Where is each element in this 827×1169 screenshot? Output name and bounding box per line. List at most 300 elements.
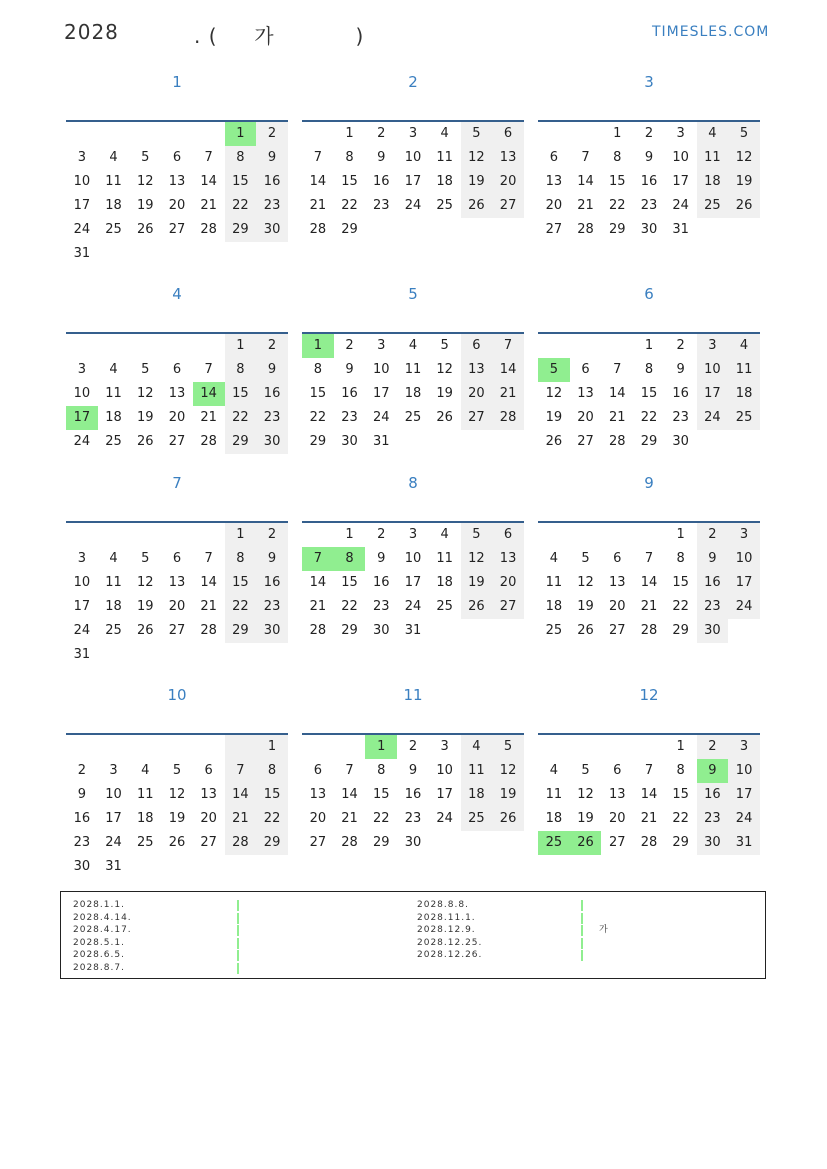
- day-cell: 7: [644, 551, 654, 566]
- day-cell: 17: [404, 575, 422, 590]
- day-cell: 30: [697, 831, 729, 855]
- day-cell: 5: [141, 551, 150, 566]
- day-cell-holiday: 8: [334, 547, 366, 571]
- day-cell: 19: [436, 386, 453, 401]
- day-cell: 29: [640, 434, 658, 449]
- empty-cell: [98, 122, 130, 146]
- calendar-year: 2028: [64, 20, 119, 44]
- day-cell: 23: [256, 406, 288, 430]
- day-cell-holiday: 25: [538, 831, 570, 855]
- empty-cell: [601, 334, 633, 358]
- day-cell: 26: [492, 807, 524, 831]
- day-cell: 2: [377, 527, 386, 542]
- empty-cell: [98, 523, 130, 547]
- day-cell-holiday: 9: [697, 759, 729, 783]
- holiday-date: 2028.5.1.: [73, 937, 125, 948]
- day-cell: 25: [436, 599, 453, 614]
- day-cell: 29: [256, 831, 288, 855]
- day-cell: 1: [345, 126, 354, 141]
- day-cell: 22: [640, 410, 658, 425]
- day-cell: 28: [640, 835, 658, 850]
- day-cell: 18: [436, 575, 453, 590]
- day-cell: 24: [728, 595, 760, 619]
- day-cell: 12: [492, 759, 524, 783]
- day-cell: 26: [168, 835, 186, 850]
- day-cell: 10: [672, 150, 689, 165]
- day-cell: 14: [608, 386, 626, 401]
- day-cell: 8: [313, 362, 322, 377]
- day-cell: 27: [492, 595, 524, 619]
- day-cell: 17: [728, 783, 760, 807]
- day-cell: 5: [581, 551, 590, 566]
- empty-cell: [225, 735, 257, 759]
- month-grid: [302, 733, 524, 855]
- month-title: 1: [172, 73, 182, 91]
- day-cell: 9: [256, 146, 288, 170]
- month-title: 4: [172, 285, 182, 303]
- day-cell: 6: [549, 150, 558, 165]
- day-cell: 17: [728, 571, 760, 595]
- day-cell: 18: [105, 410, 122, 425]
- day-cell: 30: [372, 623, 390, 638]
- day-cell: 10: [73, 575, 91, 590]
- day-cell: 28: [200, 623, 217, 638]
- day-cell: 15: [341, 575, 358, 590]
- day-cell: 27: [577, 434, 594, 449]
- day-cell: 14: [200, 174, 217, 189]
- day-cell: 2: [345, 338, 354, 353]
- day-cell: 23: [640, 198, 658, 213]
- day-cell: 27: [461, 406, 493, 430]
- day-cell: 2: [377, 126, 386, 141]
- day-cell-holiday: 14: [193, 382, 225, 406]
- day-cell: 29: [225, 218, 257, 242]
- month-11: [302, 685, 524, 850]
- day-cell: 3: [77, 150, 86, 165]
- day-cell: 10: [697, 358, 729, 382]
- day-cell: 15: [341, 174, 358, 189]
- day-cell: 4: [549, 763, 558, 778]
- holiday-date: 2028.8.7.: [73, 962, 125, 973]
- day-cell: 28: [492, 406, 524, 430]
- day-cell-holiday: 1: [225, 122, 257, 146]
- day-cell: 4: [549, 551, 558, 566]
- day-cell: 28: [200, 222, 217, 237]
- month-grid: [538, 120, 760, 242]
- day-cell: 28: [309, 623, 327, 638]
- day-cell: 26: [545, 434, 563, 449]
- day-cell: 5: [461, 523, 493, 547]
- month-grid: [302, 521, 524, 643]
- day-cell: 18: [545, 811, 563, 826]
- day-cell: 19: [136, 599, 154, 614]
- holiday-date: 2028.4.17.: [73, 925, 132, 935]
- day-cell: 1: [225, 523, 257, 547]
- day-cell: 19: [577, 599, 594, 614]
- day-cell-holiday: 1: [302, 334, 334, 358]
- day-cell: 31: [672, 222, 689, 237]
- day-cell: 18: [105, 599, 122, 614]
- holiday-date: 2028.11.1.: [417, 912, 476, 923]
- day-cell: 1: [676, 739, 685, 754]
- day-cell: 20: [168, 599, 186, 614]
- empty-cell: [538, 523, 570, 547]
- day-cell: 10: [728, 759, 760, 783]
- day-cell: 15: [640, 386, 658, 401]
- day-cell: 24: [404, 599, 422, 614]
- day-cell: 13: [168, 174, 186, 189]
- day-cell: 18: [404, 386, 422, 401]
- empty-cell: [538, 735, 570, 759]
- day-cell: 19: [728, 170, 760, 194]
- day-cell: 6: [492, 523, 524, 547]
- month-12: [538, 685, 760, 850]
- holiday-name: 가: [599, 925, 609, 935]
- holiday-marker: [581, 950, 583, 961]
- site-logo[interactable]: TIMESLES.COM: [652, 24, 770, 40]
- month-title: 7: [172, 474, 182, 492]
- day-cell: 3: [697, 334, 729, 358]
- day-cell: 12: [136, 174, 154, 189]
- day-cell: 3: [676, 126, 685, 141]
- day-cell: 28: [640, 623, 658, 638]
- day-cell: 28: [608, 434, 626, 449]
- day-cell: 2: [676, 338, 685, 353]
- day-cell: 6: [172, 362, 182, 377]
- day-cell: 23: [404, 811, 422, 826]
- month-2: [302, 72, 524, 237]
- empty-cell: [161, 735, 193, 759]
- month-5: [302, 284, 524, 449]
- day-cell: 19: [461, 571, 493, 595]
- day-cell: 16: [341, 386, 358, 401]
- day-cell: 7: [204, 362, 213, 377]
- day-cell: 6: [172, 150, 182, 165]
- day-cell: 30: [697, 619, 729, 643]
- day-cell: 23: [697, 595, 729, 619]
- day-cell: 2: [77, 763, 86, 778]
- holiday-marker: [581, 925, 583, 936]
- day-cell: 14: [577, 174, 594, 189]
- day-cell: 30: [256, 619, 288, 643]
- day-cell: 10: [728, 547, 760, 571]
- day-cell: 26: [136, 623, 154, 638]
- day-cell: 31: [372, 434, 390, 449]
- day-cell: 5: [172, 763, 182, 778]
- month-6: [538, 284, 760, 449]
- day-cell: 19: [461, 170, 493, 194]
- day-cell: 2: [256, 523, 288, 547]
- empty-cell: [161, 334, 193, 358]
- day-cell-holiday: 5: [538, 358, 570, 382]
- day-cell: 6: [461, 334, 493, 358]
- empty-cell: [161, 122, 193, 146]
- empty-cell: [193, 334, 225, 358]
- day-cell: 13: [168, 386, 186, 401]
- holiday-date: 2028.4.14.: [73, 912, 132, 923]
- day-cell: 12: [136, 386, 154, 401]
- day-cell: 16: [73, 811, 91, 826]
- day-cell: 16: [256, 571, 288, 595]
- day-cell: 9: [644, 150, 654, 165]
- day-cell: 25: [136, 835, 154, 850]
- day-cell: 5: [728, 122, 760, 146]
- day-cell: 23: [372, 599, 390, 614]
- day-cell: 12: [168, 787, 186, 802]
- empty-cell: [538, 334, 570, 358]
- day-cell: 14: [640, 575, 658, 590]
- day-cell: 13: [545, 174, 563, 189]
- day-cell-holiday: 7: [302, 547, 334, 571]
- day-cell: 11: [461, 759, 493, 783]
- day-cell: 31: [728, 831, 760, 855]
- day-cell: 27: [168, 623, 186, 638]
- day-cell: 11: [545, 787, 563, 802]
- day-cell: 9: [377, 551, 386, 566]
- day-cell: 3: [109, 763, 118, 778]
- day-cell: 26: [728, 194, 760, 218]
- month-grid: [66, 733, 288, 879]
- day-cell: 3: [728, 523, 760, 547]
- day-cell: 13: [309, 787, 327, 802]
- empty-cell: [193, 122, 225, 146]
- empty-cell: [161, 523, 193, 547]
- day-cell: 21: [577, 198, 594, 213]
- empty-cell: [302, 523, 334, 547]
- day-cell: 4: [109, 551, 118, 566]
- holiday-date: 2028.1.1.: [73, 900, 125, 910]
- day-cell-holiday: 26: [570, 831, 602, 855]
- day-cell: 24: [105, 835, 122, 850]
- day-cell: 9: [697, 547, 729, 571]
- day-cell: 12: [728, 146, 760, 170]
- day-cell: 14: [309, 575, 327, 590]
- day-cell: 30: [256, 218, 288, 242]
- holiday-marker: [581, 913, 583, 924]
- month-title: 6: [644, 285, 654, 303]
- day-cell: 12: [461, 146, 493, 170]
- day-cell: 3: [440, 739, 449, 754]
- empty-cell: [66, 735, 98, 759]
- day-cell: 4: [440, 527, 449, 542]
- day-cell: 4: [141, 763, 150, 778]
- day-cell: 12: [545, 386, 563, 401]
- day-cell: 5: [141, 150, 150, 165]
- day-cell: 3: [408, 527, 418, 542]
- day-cell: 27: [168, 434, 186, 449]
- holiday-marker: [581, 900, 583, 911]
- day-cell: 20: [492, 571, 524, 595]
- month-10: [66, 685, 288, 874]
- day-cell: 23: [697, 807, 729, 831]
- day-cell: 1: [644, 338, 654, 353]
- day-cell: 19: [492, 783, 524, 807]
- day-cell: 23: [372, 198, 390, 213]
- day-cell: 6: [581, 362, 590, 377]
- day-cell: 17: [697, 382, 729, 406]
- day-cell: 27: [608, 835, 626, 850]
- day-cell: 8: [256, 759, 288, 783]
- day-cell: 4: [728, 334, 760, 358]
- day-cell: 29: [341, 623, 358, 638]
- day-cell: 22: [672, 599, 689, 614]
- day-cell: 21: [492, 382, 524, 406]
- day-cell: 8: [377, 763, 386, 778]
- day-cell: 21: [341, 811, 358, 826]
- day-cell: 31: [73, 647, 91, 662]
- empty-cell: [633, 523, 665, 547]
- day-cell: 26: [577, 623, 594, 638]
- day-cell: 7: [345, 763, 354, 778]
- month-9: [538, 473, 760, 638]
- day-cell: 21: [309, 198, 327, 213]
- day-cell: 14: [492, 358, 524, 382]
- day-cell: 3: [728, 735, 760, 759]
- day-cell: 20: [545, 198, 563, 213]
- day-cell: 4: [408, 338, 418, 353]
- day-cell: 4: [109, 362, 118, 377]
- month-title: 10: [167, 686, 187, 704]
- day-cell: 31: [404, 623, 422, 638]
- day-cell: 17: [672, 174, 689, 189]
- day-cell: 27: [309, 835, 327, 850]
- day-cell: 6: [313, 763, 322, 778]
- day-cell: 23: [672, 410, 689, 425]
- day-cell: 23: [341, 410, 358, 425]
- day-cell: 7: [644, 763, 654, 778]
- day-cell: 30: [672, 434, 689, 449]
- day-cell: 9: [377, 150, 386, 165]
- day-cell: 3: [77, 362, 86, 377]
- day-cell: 24: [436, 811, 453, 826]
- day-cell: 1: [225, 334, 257, 358]
- day-cell: 8: [676, 551, 685, 566]
- day-cell: 17: [73, 599, 91, 614]
- day-cell: 19: [577, 811, 594, 826]
- empty-cell: [302, 735, 334, 759]
- day-cell: 2: [256, 122, 288, 146]
- day-cell: 8: [345, 150, 354, 165]
- day-cell: 13: [461, 358, 493, 382]
- holiday-date: 2028.8.8.: [417, 900, 469, 910]
- holiday-marker: [237, 950, 239, 961]
- empty-cell: [334, 735, 366, 759]
- empty-cell: [570, 735, 602, 759]
- day-cell: 20: [577, 410, 594, 425]
- day-cell: 15: [256, 783, 288, 807]
- day-cell: 24: [73, 623, 91, 638]
- day-cell: 13: [492, 547, 524, 571]
- day-cell: 28: [577, 222, 594, 237]
- day-cell: 4: [461, 735, 493, 759]
- holiday-marker: [237, 913, 239, 924]
- day-cell: 24: [404, 198, 422, 213]
- month-grid: [538, 521, 760, 643]
- month-1: [66, 72, 288, 261]
- holiday-marker: [237, 938, 239, 949]
- empty-cell: [601, 735, 633, 759]
- day-cell: 20: [461, 382, 493, 406]
- day-cell: 17: [372, 386, 390, 401]
- day-cell: 16: [372, 174, 390, 189]
- day-cell: 10: [73, 386, 91, 401]
- empty-cell: [98, 735, 130, 759]
- day-cell: 31: [105, 859, 122, 874]
- day-cell: 7: [492, 334, 524, 358]
- day-cell: 8: [225, 358, 257, 382]
- day-cell: 8: [676, 763, 685, 778]
- day-cell: 2: [697, 735, 729, 759]
- day-cell: 14: [200, 575, 217, 590]
- day-cell: 15: [372, 787, 390, 802]
- day-cell: 29: [309, 434, 327, 449]
- day-cell: 17: [73, 198, 91, 213]
- day-cell: 16: [697, 571, 729, 595]
- day-cell: 26: [461, 194, 493, 218]
- day-cell: 21: [640, 599, 658, 614]
- month-grid: [66, 332, 288, 454]
- day-cell: 27: [200, 835, 217, 850]
- month-4: [66, 284, 288, 449]
- day-cell: 12: [577, 575, 594, 590]
- day-cell: 16: [672, 386, 689, 401]
- holiday-marker: [237, 963, 239, 974]
- day-cell: 25: [697, 194, 729, 218]
- day-cell: 21: [640, 811, 658, 826]
- day-cell: 5: [141, 362, 150, 377]
- day-cell: 27: [168, 222, 186, 237]
- day-cell: 1: [256, 735, 288, 759]
- day-cell: 20: [309, 811, 327, 826]
- month-grid: [66, 120, 288, 266]
- day-cell: 16: [256, 170, 288, 194]
- day-cell: 26: [461, 595, 493, 619]
- day-cell: 6: [613, 763, 622, 778]
- day-cell: 19: [168, 811, 186, 826]
- day-cell: 29: [608, 222, 626, 237]
- empty-cell: [193, 735, 225, 759]
- day-cell: 14: [225, 783, 257, 807]
- day-cell: 4: [440, 126, 449, 141]
- day-cell: 17: [436, 787, 453, 802]
- day-cell: 28: [200, 434, 217, 449]
- day-cell: 3: [77, 551, 86, 566]
- day-cell: 7: [204, 551, 213, 566]
- empty-cell: [129, 334, 161, 358]
- day-cell: 11: [105, 575, 122, 590]
- day-cell: 7: [613, 362, 622, 377]
- day-cell: 11: [545, 575, 563, 590]
- empty-cell: [601, 523, 633, 547]
- month-title: 8: [408, 474, 418, 492]
- day-cell: 11: [436, 150, 453, 165]
- day-cell: 22: [309, 410, 327, 425]
- day-cell: 7: [204, 150, 213, 165]
- day-cell: 27: [545, 222, 563, 237]
- day-cell: 19: [136, 410, 154, 425]
- day-cell: 22: [225, 595, 257, 619]
- day-cell: 6: [492, 122, 524, 146]
- day-cell: 15: [225, 382, 257, 406]
- day-cell: 9: [77, 787, 86, 802]
- day-cell: 1: [345, 527, 354, 542]
- day-cell: 23: [256, 194, 288, 218]
- day-cell: 20: [492, 170, 524, 194]
- empty-cell: [66, 122, 98, 146]
- day-cell: 12: [461, 547, 493, 571]
- day-cell: 4: [697, 122, 729, 146]
- empty-cell: [98, 334, 130, 358]
